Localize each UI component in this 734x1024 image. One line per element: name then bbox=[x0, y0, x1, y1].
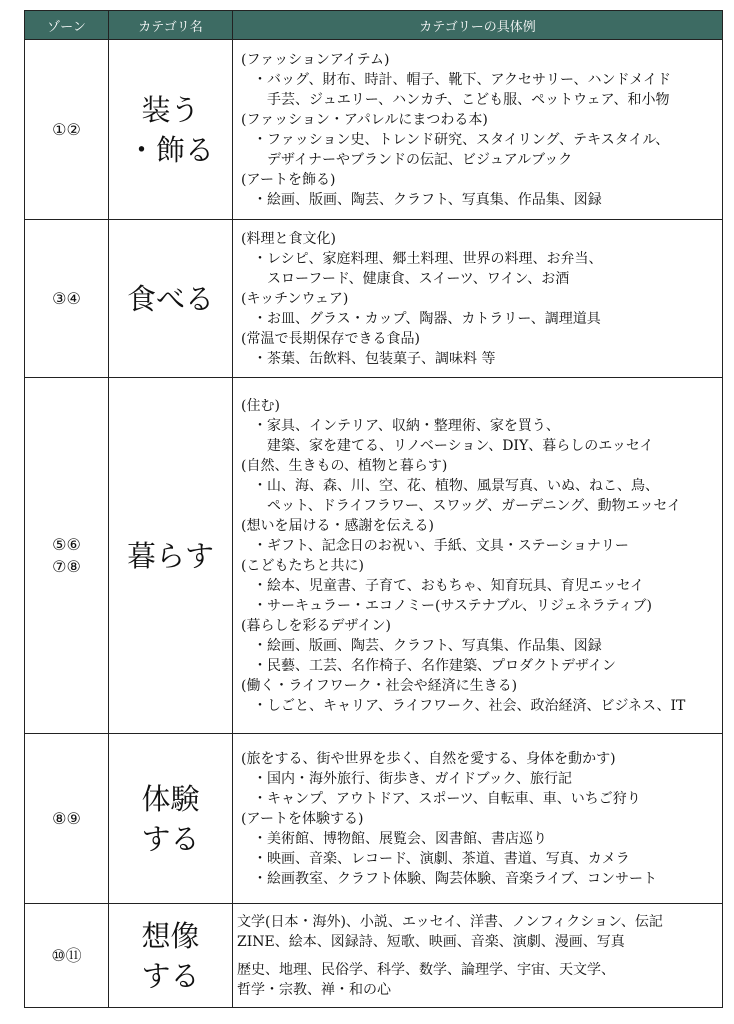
example-line: ・バッグ、財布、時計、帽子、靴下、アクセサリー、ハンドメイド bbox=[253, 72, 672, 88]
example-heading: (料理と食文化) bbox=[241, 231, 336, 247]
example-line: ・山、海、森、川、空、花、植物、風景写真、いぬ、ねこ、鳥、 bbox=[253, 478, 659, 494]
example-heading: (常温で長期保存できる食品) bbox=[241, 331, 420, 347]
zone-label: ⑦⑧ bbox=[52, 556, 81, 576]
category-cell bbox=[109, 40, 233, 220]
examples-cell bbox=[233, 734, 723, 904]
zone-cell bbox=[25, 220, 109, 378]
example-heading: (住む) bbox=[241, 398, 280, 414]
example-heading: (アートを飾る) bbox=[241, 172, 336, 188]
category-cell bbox=[109, 220, 233, 378]
example-line: ・絵画教室、クラフト体験、陶芸体験、音楽ライブ、コンサート bbox=[253, 871, 658, 887]
example-heading: (働く・ライフワーク・社会や経済に生きる) bbox=[241, 678, 518, 694]
example-line: スローフード、健康食、スイーツ、ワイン、お酒 bbox=[267, 271, 570, 287]
example-line: ・ファッション史、トレンド研究、スタイリング、テキスタイル、 bbox=[253, 132, 670, 148]
example-line: 建築、家を建てる、リノベーション、DIY、暮らしのエッセイ bbox=[267, 438, 654, 454]
example-line: ・レシピ、家庭料理、郷土料理、世界の料理、お弁当、 bbox=[253, 251, 603, 267]
example-line: ・絵画、版画、陶芸、クラフト、写真集、作品集、図録 bbox=[253, 638, 602, 654]
zone-label: ⑤⑥ bbox=[52, 534, 81, 554]
zone-cell bbox=[25, 40, 109, 220]
zone-label: ⑩⑪ bbox=[51, 945, 82, 965]
category-cell bbox=[109, 734, 233, 904]
example-heading: (アートを体験する) bbox=[241, 811, 364, 827]
zone-cell bbox=[25, 904, 109, 1008]
example-line: デザイナーやブランドの伝記、ビジュアルブック bbox=[267, 152, 573, 168]
example-line: 文学(日本・海外)、小説、エッセイ、洋書、ノンフィクション、伝記 bbox=[237, 914, 663, 930]
example-line: ・絵画、版画、陶芸、クラフト、写真集、作品集、図録 bbox=[253, 192, 602, 208]
table-row-4 bbox=[25, 734, 723, 904]
example-heading: (暮らしを彩るデザイン) bbox=[241, 618, 391, 634]
example-line: ・美術館、博物館、展覧会、図書館、書店巡り bbox=[253, 831, 547, 847]
example-heading: (ファッションアイテム) bbox=[241, 52, 390, 68]
category-name-line: 体験 bbox=[141, 781, 200, 816]
examples-cell bbox=[233, 378, 723, 734]
examples-cell bbox=[233, 904, 723, 1008]
example-line: ZINE、絵本、図録詩、短歌、映画、音楽、演劇、漫画、写真 bbox=[237, 934, 625, 950]
zone-cell bbox=[25, 734, 109, 904]
example-line: ・国内・海外旅行、街歩き、ガイドブック、旅行記 bbox=[253, 771, 573, 787]
example-line: ・家具、インテリア、収納・整理術、家を買う、 bbox=[253, 418, 560, 434]
header-category: カテゴリ名 bbox=[109, 11, 233, 40]
category-name-line: 暮らす bbox=[126, 538, 214, 573]
zone-label: ①② bbox=[52, 119, 81, 139]
category-name-line: する bbox=[141, 821, 200, 856]
example-heading: (キッチンウェア) bbox=[241, 291, 349, 307]
example-heading: (ファッション・アパレルにまつわる本) bbox=[241, 112, 488, 128]
zone-label: ⑧⑨ bbox=[52, 808, 81, 828]
example-line: ・キャンプ、アウトドア、スポーツ、自転車、車、いちご狩り bbox=[253, 791, 641, 807]
category-name-line: ・飾る bbox=[126, 132, 214, 167]
category-table bbox=[24, 10, 723, 1008]
category-cell bbox=[109, 904, 233, 1008]
example-line: ・しごと、キャリア、ライフワーク、社会、政治経済、ビジネス、IT bbox=[253, 698, 686, 714]
table-row-3 bbox=[25, 378, 723, 734]
example-line: ・絵本、児童書、子育て、おもちゃ、知育玩具、育児エッセイ bbox=[253, 578, 645, 594]
example-line: ・茶葉、缶飲料、包装菓子、調味料 等 bbox=[253, 351, 496, 367]
example-line: ・サーキュラー・エコノミー(サステナブル、リジェネラティブ) bbox=[253, 598, 653, 614]
examples-cell bbox=[233, 220, 723, 378]
header-row bbox=[25, 11, 723, 40]
example-line: ・映画、音楽、レコード、演劇、茶道、書道、写真、カメラ bbox=[253, 851, 630, 867]
example-heading: (こどもたちと共に) bbox=[241, 558, 364, 574]
table-row-5 bbox=[25, 904, 723, 1008]
example-line: 手芸、ジュエリー、ハンカチ、こども服、ペットウェア、和小物 bbox=[267, 92, 670, 108]
category-name-line: する bbox=[141, 958, 200, 993]
paragraph-gap bbox=[237, 952, 718, 960]
category-cell bbox=[109, 378, 233, 734]
examples-cell bbox=[233, 40, 723, 220]
category-name-line: 想像 bbox=[141, 918, 200, 953]
example-heading: (想いを届ける・感謝を伝える) bbox=[241, 518, 434, 534]
example-line: ペット、ドライフラワー、スワッグ、ガーデニング、動物エッセイ bbox=[267, 498, 681, 514]
example-line: ・ギフト、記念日のお祝い、手紙、文具・ステーショナリー bbox=[253, 538, 629, 554]
header-zone: ゾーン bbox=[25, 11, 109, 40]
example-line: ・民藝、工芸、名作椅子、名作建築、プロダクトデザイン bbox=[253, 658, 617, 674]
example-line: 歴史、地理、民俗学、科学、数学、論理学、宇宙、天文学、 bbox=[237, 962, 615, 978]
example-heading: (旅をする、街や世界を歩く、自然を愛する、身体を動かす) bbox=[241, 751, 616, 767]
category-name-line: 装う bbox=[141, 92, 200, 127]
table-row-2 bbox=[25, 220, 723, 378]
example-line: ・お皿、グラス・カップ、陶器、カトラリー、調理道具 bbox=[253, 311, 601, 327]
example-heading: (自然、生きもの、植物と暮らす) bbox=[241, 458, 448, 474]
table-row-1 bbox=[25, 40, 723, 220]
category-name-line: 食べる bbox=[126, 281, 214, 316]
header-examples: カテゴリーの具体例 bbox=[233, 11, 723, 40]
zone-label: ③④ bbox=[52, 288, 81, 308]
zone-cell bbox=[25, 378, 109, 734]
example-line: 哲学・宗教、禅・和の心 bbox=[237, 982, 391, 998]
